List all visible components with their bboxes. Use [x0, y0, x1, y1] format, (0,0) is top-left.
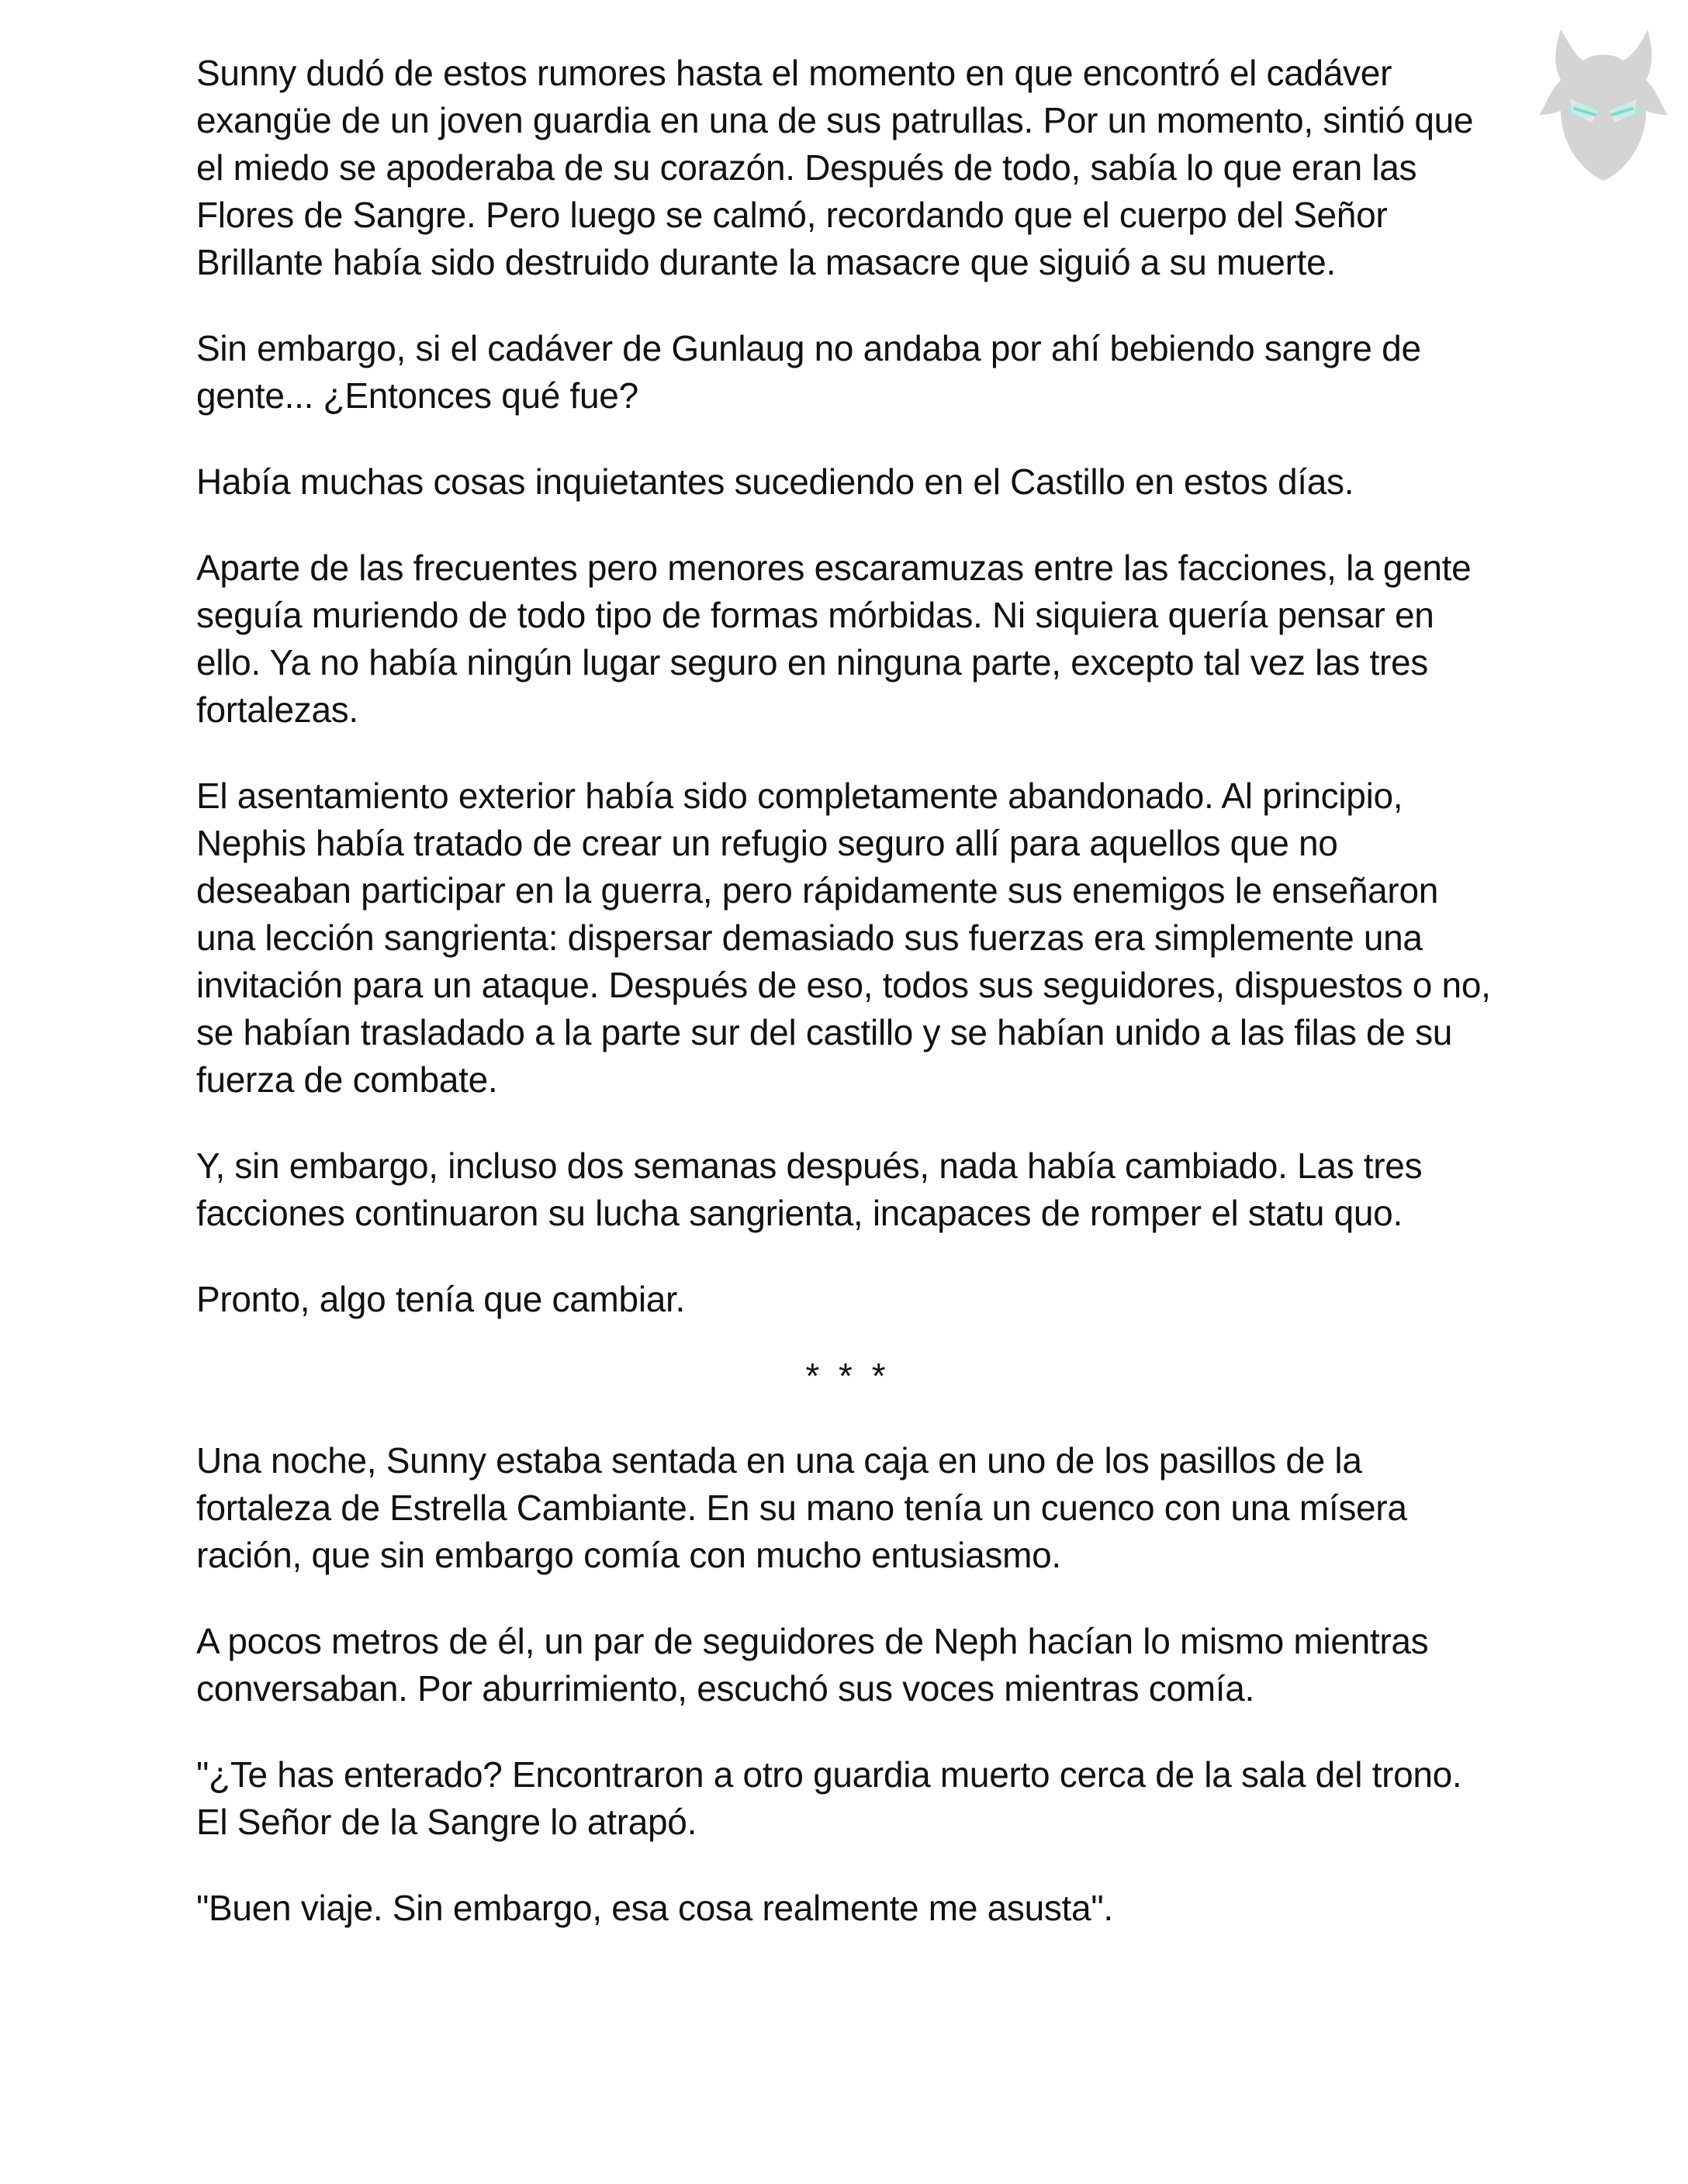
- paragraph: Aparte de las frecuentes pero menores escaramuzas entre las facciones, la gente seguía muriendo de todo tipo de formas mórbidas. Ni siquiera quería pensar en ello. Ya no había ningún lugar seguro en ninguna parte, excepto tal vez las tres fortalezas.: [196, 548, 1472, 730]
- demon-head-logo-icon: [1530, 14, 1677, 192]
- paragraph: Había muchas cosas inquietantes sucediendo en el Castillo en estos días.: [196, 461, 1354, 502]
- paragraph: "Buen viaje. Sin embargo, esa cosa realmente me asusta".: [196, 1888, 1113, 1928]
- paragraph: Y, sin embargo, incluso dos semanas después, nada había cambiado. Las tres facciones continuaron su lucha sangrienta, incapaces de romper el statu quo.: [196, 1146, 1423, 1233]
- paragraph: Sin embargo, si el cadáver de Gunlaug no andaba por ahí bebiendo sangre de gente... ¿Entonces qué fue?: [196, 328, 1421, 416]
- section-separator: * * *: [805, 1356, 891, 1396]
- paragraph: A pocos metros de él, un par de seguidores de Neph hacían lo mismo mientras conversaban. Por aburrimiento, escuchó sus voces mientras comía.: [196, 1621, 1429, 1709]
- paragraph: "¿Te has enterado? Encontraron a otro guardia muerto cerca de la sala del trono. El Señor de la Sangre lo atrapó.: [196, 1754, 1462, 1842]
- paragraph: Una noche, Sunny estaba sentada en una caja en uno de los pasillos de la fortaleza de Estrella Cambiante. En su mano tenía un cuenco con una mísera ración, que sin embargo comía con mucho entusiasmo.: [196, 1440, 1407, 1575]
- paragraph: El asentamiento exterior había sido completamente abandonado. Al principio, Nephis había tratado de crear un refugio seguro allí para aquellos que no deseaban participar en la guerra, pero rápidamente sus enemigos le enseñaron una lección sangrienta: dispersar demasiado sus fuerzas era simplemente una invitación para un ataque. Después de eso, todos sus seguidores, dispuestos o no, se habían trasladado a la parte sur del castillo y se habían unido a las filas de su fuerza de combate.: [196, 776, 1491, 1100]
- paragraph: Sunny dudó de estos rumores hasta el momento en que encontró el cadáver exangüe de un joven guardia en una de sus patrullas. Por un momento, sintió que el miedo se apoderaba de su corazón. Después de todo, sabía lo que eran las Flores de Sangre. Pero luego se calmó, recordando que el cuerpo del Señor Brillante había sido destruido durante la masacre que siguió a su muerte.: [196, 53, 1474, 282]
- document-page: [196, 50, 1499, 1971]
- paragraph: Pronto, algo tenía que cambiar.: [196, 1279, 686, 1319]
